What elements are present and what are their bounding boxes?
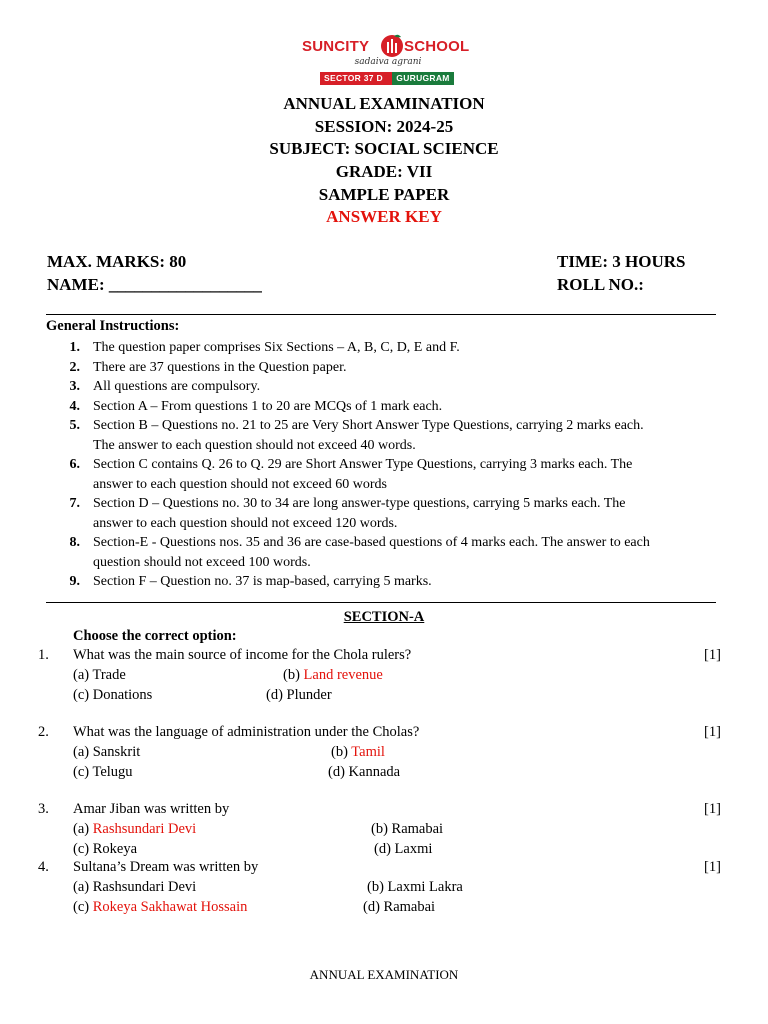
instruction-text: question should not exceed 100 words. [93, 554, 311, 570]
option-label: (c) [73, 764, 90, 780]
instruction-number: 2. [69, 359, 80, 375]
correct-answer-text: Land revenue [303, 667, 383, 683]
logo-location-band [320, 72, 454, 85]
school-emblem-icon [380, 34, 404, 58]
option-item [371, 821, 443, 838]
instruction-item [46, 572, 726, 592]
option-text: Kannada [348, 764, 401, 780]
option-text: Laxmi [394, 841, 433, 857]
question-marks: [1] [704, 859, 721, 875]
instructions-title: General Instructions: [46, 318, 180, 334]
instruction-item [46, 358, 726, 378]
question-marks: [1] [704, 724, 721, 740]
exam-title: ANNUAL EXAMINATION [283, 94, 485, 113]
max-marks: MAX. MARKS: 80 [47, 252, 187, 271]
option-label: (c) [73, 841, 90, 857]
question-number: 4. [38, 859, 49, 875]
instruction-text: Section F – Question no. 37 is map-based, carrying 5 marks. [93, 574, 432, 589]
section-title: SECTION-A [343, 609, 425, 625]
logo-brand-left: SUNCITY [302, 38, 370, 55]
option-text: Ramabai [383, 899, 436, 915]
instruction-text: Section B – Questions no. 21 to 25 are Very Short Answer Type Questions, carrying 2 marks each. [93, 418, 644, 433]
name-field: NAME: __________________ [47, 275, 262, 294]
instruction-text: There are 37 questions in the Question paper. [93, 359, 347, 375]
option-label: (d) [363, 899, 380, 915]
instruction-text: Section-E - Questions nos. 35 and 36 are case-based questions of 4 marks each. The answer to each [93, 535, 650, 550]
logo-brand-right: SCHOOL [404, 38, 470, 55]
roll-number-field: ROLL NO.: [557, 275, 644, 294]
session-line: SESSION: 2024-25 [314, 117, 454, 136]
logo-tagline: sadaiva agrani [354, 57, 422, 67]
instruction-number: 1. [69, 340, 80, 355]
option-label: (c) [73, 687, 90, 703]
instruction-number: 9. [69, 574, 80, 589]
question-text: What was the language of administration under the Cholas? [73, 724, 420, 740]
instruction-item [46, 455, 726, 494]
question-number: 2. [38, 724, 49, 740]
option-item [73, 687, 152, 704]
option-item [363, 899, 435, 916]
instruction-text: answer to each question should not exceed 60 words [93, 476, 387, 492]
correct-answer-text: Rashsundari Devi [92, 821, 197, 837]
option-text: Ramabai [391, 821, 444, 837]
divider [46, 314, 716, 315]
divider [46, 602, 716, 603]
instruction-number: 5. [69, 418, 80, 433]
option-label: (a) [73, 821, 90, 837]
option-label: (a) [73, 879, 90, 895]
school-logo [300, 30, 476, 88]
subject-line: SUBJECT: SOCIAL SCIENCE [269, 139, 499, 158]
option-text: Rokeya [92, 841, 138, 857]
question-number: 3. [38, 801, 49, 817]
option-text: Donations [92, 687, 153, 703]
option-item [367, 879, 463, 896]
section-prompt: Choose the correct option: [73, 628, 237, 644]
logo-sector: SECTOR 37 D [324, 73, 383, 83]
question-number: 1. [38, 647, 49, 663]
page-footer: ANNUAL EXAMINATION [309, 967, 459, 982]
instruction-item [46, 416, 726, 455]
instruction-text: The question paper comprises Six Sections – A, B, C, D, E and F. [93, 340, 460, 355]
question-text: Amar Jiban was written by [73, 801, 230, 817]
question-text: What was the main source of income for the Chola rulers? [73, 647, 412, 663]
question-marks: [1] [704, 801, 721, 817]
option-item [73, 667, 126, 684]
option-label: (b) [331, 744, 348, 760]
correct-answer-text: Tamil [351, 744, 385, 760]
instruction-number: 7. [69, 496, 80, 511]
option-label: (a) [73, 744, 90, 760]
option-text: Laxmi Lakra [387, 879, 463, 895]
option-item [266, 687, 332, 704]
instruction-item [46, 338, 726, 358]
grade-line: GRADE: VII [335, 162, 433, 181]
instruction-text: Section D – Questions no. 30 to 34 are long answer-type questions, carrying 5 marks each. The [93, 496, 626, 511]
logo-city: GURUGRAM [392, 72, 454, 85]
option-label: (d) [266, 687, 283, 703]
instruction-text: The answer to each question should not exceed 40 words. [93, 437, 416, 453]
option-text: Sanskrit [92, 744, 141, 760]
option-label: (d) [328, 764, 345, 780]
instruction-item [46, 494, 726, 533]
option-item [73, 841, 137, 858]
option-item [331, 744, 385, 761]
option-item [73, 764, 133, 781]
instruction-number: 8. [69, 535, 80, 550]
option-text: Plunder [286, 687, 332, 703]
instruction-text: Section A – From questions 1 to 20 are MCQs of 1 mark each. [93, 398, 443, 414]
instruction-text: answer to each question should not exceed 120 words. [93, 515, 398, 531]
instruction-item [46, 533, 726, 572]
question-marks: [1] [704, 647, 721, 663]
instruction-item [46, 377, 726, 397]
option-item [73, 744, 140, 761]
instruction-number: 6. [69, 457, 80, 472]
option-label: (d) [374, 841, 391, 857]
instruction-number: 3. [69, 379, 80, 394]
option-item [374, 841, 432, 858]
time-allowed: TIME: 3 HOURS [557, 252, 686, 271]
option-label: (b) [371, 821, 388, 837]
question-text: Sultana’s Dream was written by [73, 859, 259, 875]
answer-key-label: ANSWER KEY [326, 207, 442, 226]
option-text: Telugu [92, 764, 133, 780]
option-label: (b) [367, 879, 384, 895]
option-text: Trade [92, 667, 126, 683]
instruction-item [46, 397, 726, 417]
instruction-text: All questions are compulsory. [93, 379, 261, 394]
instruction-text: Section C contains Q. 26 to Q. 29 are Short Answer Type Questions, carrying 3 marks each. The [93, 457, 633, 472]
option-label: (a) [73, 667, 90, 683]
option-item [73, 821, 196, 838]
instruction-number: 4. [69, 398, 80, 414]
option-item [328, 764, 400, 781]
option-item [73, 879, 196, 896]
option-label: (c) [73, 899, 90, 915]
option-item [283, 667, 383, 684]
option-item [73, 899, 247, 916]
option-label: (b) [283, 667, 300, 683]
option-text: Rashsundari Devi [92, 879, 197, 895]
correct-answer-text: Rokeya Sakhawat Hossain [92, 899, 248, 915]
paper-type: SAMPLE PAPER [318, 185, 450, 204]
